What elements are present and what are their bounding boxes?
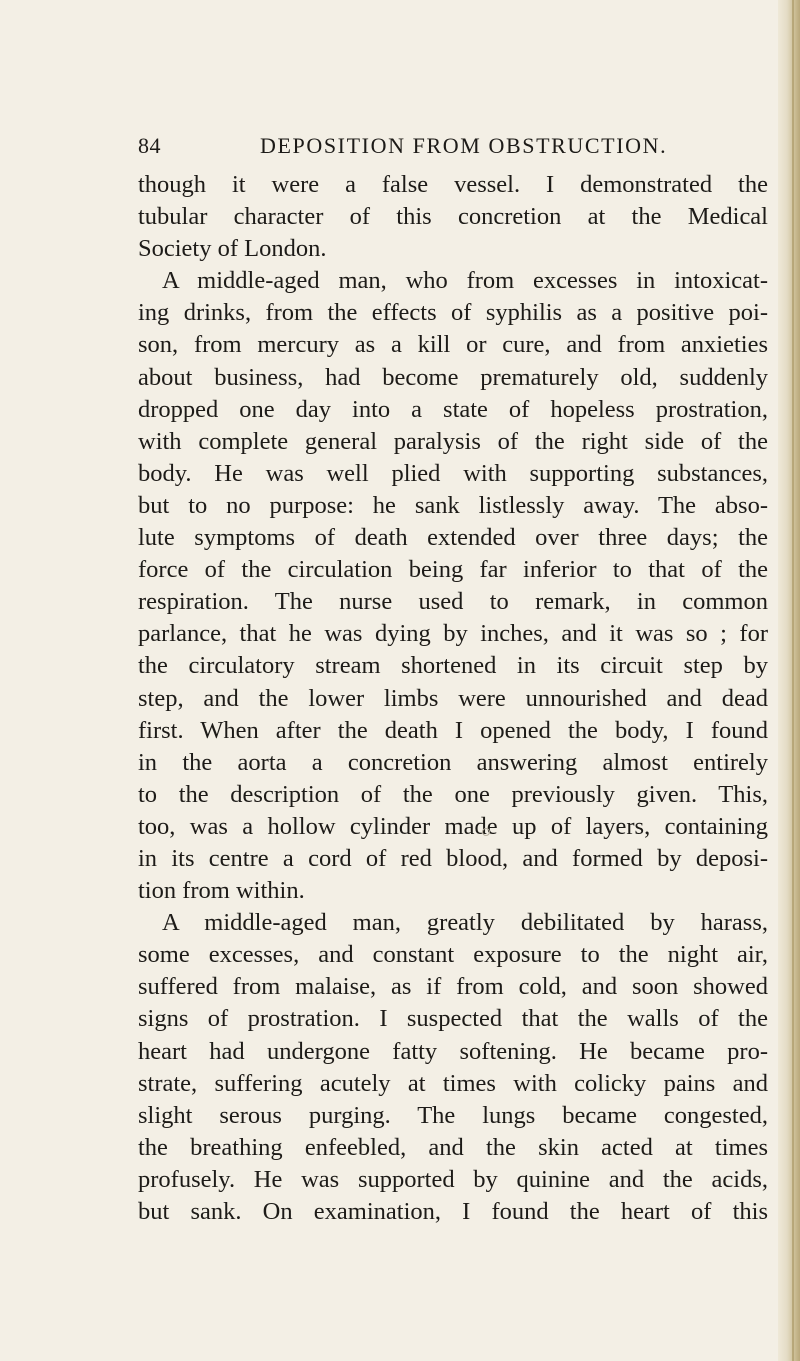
- paragraph-start-line: A middle-aged man, who from excesses in intoxicat-: [162, 267, 768, 295]
- text-line: to the description of the one previously given. This,: [138, 780, 768, 808]
- text-line: in the aorta a concretion answering almost entirely: [138, 748, 768, 776]
- text-line: ing drinks, from the effects of syphilis as a positive poi-: [138, 299, 768, 327]
- text-line: slight serous purging. The lungs became congested,: [138, 1101, 768, 1129]
- running-title: DEPOSITION FROM OBSTRUCTION.: [260, 133, 668, 158]
- paragraph-start-line: A middle-aged man, greatly debilitated by harass,: [162, 909, 768, 937]
- text-line: profusely. He was supported by quinine and the acids,: [138, 1165, 768, 1193]
- text-line: but sank. On examination, I found the heart of this: [138, 1198, 768, 1225]
- text-line: step, and the lower limbs were unnourished and dead: [138, 684, 768, 712]
- text-line: heart had undergone fatty softening. He became pro-: [138, 1037, 768, 1065]
- text-line: too, was a hollow cylinder made up of layers, containing: [138, 812, 768, 840]
- text-line: son, from mercury as a kill or cure, and from anxieties: [138, 331, 768, 359]
- paper-speck: [482, 828, 490, 836]
- text-line: with complete general paralysis of the right side of the: [138, 427, 768, 455]
- text-line: about business, had become prematurely old, suddenly: [138, 363, 768, 391]
- text-line: tion from within.: [138, 877, 305, 905]
- text-line: force of the circulation being far inferior to that of the: [138, 556, 768, 584]
- page-edge-shadow: [792, 0, 794, 1361]
- text-line: respiration. The nurse used to remark, in common: [138, 588, 768, 616]
- text-line: some excesses, and constant exposure to the night air,: [138, 941, 768, 969]
- text-line: the circulatory stream shortened in its circuit step by: [138, 652, 768, 680]
- body-text: [138, 169, 768, 1228]
- page-edge: [778, 0, 800, 1361]
- text-line: lute symptoms of death extended over three days; the: [138, 524, 768, 552]
- text-line: though it were a false vessel. I demonstrated the: [138, 171, 768, 198]
- text-line: tubular character of this concretion at the Medical: [138, 203, 768, 231]
- page-number: 84: [138, 133, 161, 158]
- text-line: Society of London.: [138, 235, 327, 263]
- text-line: body. He was well plied with supporting substances,: [138, 459, 768, 487]
- text-line: signs of prostration. I suspected that the walls of the: [138, 1005, 768, 1033]
- text-line: dropped one day into a state of hopeless prostration,: [138, 395, 768, 423]
- text-line: but to no purpose: he sank listlessly away. The abso-: [138, 491, 768, 519]
- text-line: first. When after the death I opened the body, I found: [138, 716, 768, 744]
- text-line: strate, suffering acutely at times with colicky pains and: [138, 1069, 768, 1097]
- text-line: parlance, that he was dying by inches, and it was so ; for: [138, 620, 768, 648]
- text-line: the breathing enfeebled, and the skin acted at times: [138, 1133, 768, 1161]
- text-line: in its centre a cord of red blood, and formed by deposi-: [138, 844, 768, 872]
- running-head: [138, 133, 778, 163]
- text-line: suffered from malaise, as if from cold, and soon showed: [138, 973, 768, 1001]
